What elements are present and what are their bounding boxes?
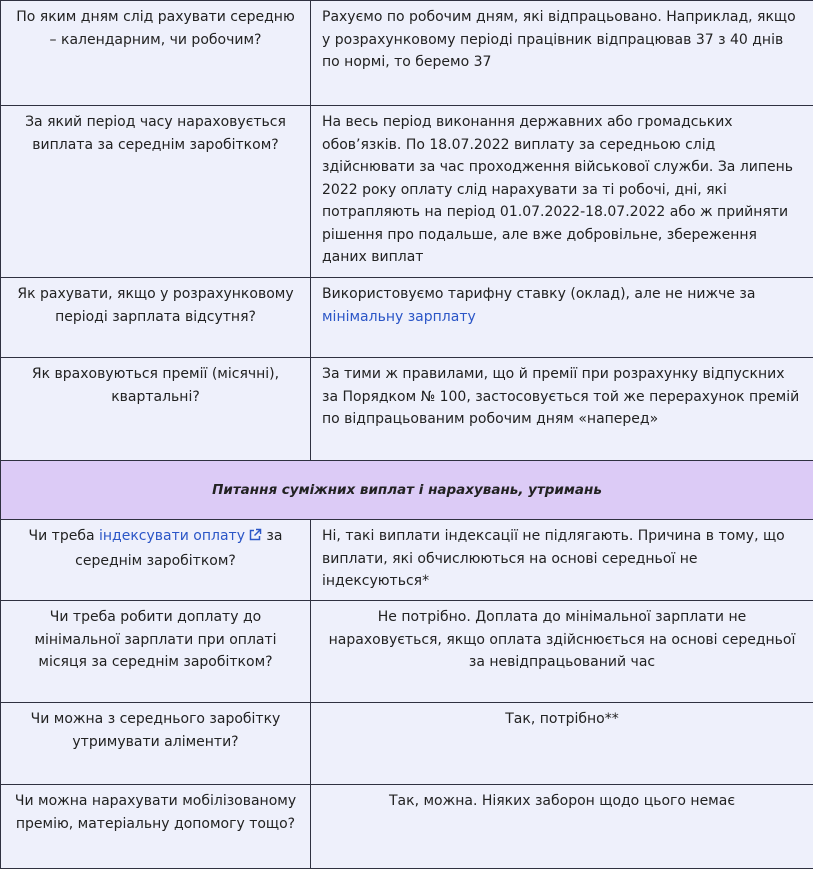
minimum-wage-link[interactable]: мінімальну зарплату [322,309,476,325]
answer-cell [311,358,813,461]
table-row [1,106,813,278]
question-text-suffix: за середнім заробітком? [75,528,282,569]
table-row [1,1,813,106]
answer-cell [311,785,813,869]
table-row [1,601,813,703]
table-row [1,358,813,461]
answer-cell [311,520,813,601]
section-header-row [1,461,813,520]
question-cell [1,278,311,358]
table-row [1,520,813,601]
question-text: Як рахувати, якщо у розрахунковому періоді зарплата відсутня? [17,286,293,325]
question-text: Чи можна нарахувати мобілізованому премію, матеріальну допомогу тощо? [15,793,296,832]
table-row [1,278,813,358]
question-text: Чи треба робити доплату до мінімальної зарплати при оплаті місяця за середнім заробітком? [34,609,276,670]
answer-cell [311,703,813,785]
question-text: За який період часу нараховується виплата за середнім заробітком? [25,114,286,153]
answer-text: Так, можна. Ніяких заборон щодо цього немає [389,793,735,809]
answer-text: На весь період виконання державних або громадських обов’язків. По 18.07.2022 виплату за середньою слід здійснювати за час проходження військової служби. За липень 2022 року оплату слід нарахувати за ті робочі, дні, які потрапляють на період 01.07.2022-18.07.2022 або ж прийняти рішення про подальше, але вже добровільне, збереження даних виплат [322,114,793,265]
question-text: Чи можна з середнього заробітку утримувати аліменти? [31,711,281,750]
question-text: По яким дням слід рахувати середню – календарним, чи робочим? [16,9,294,48]
question-text: Чи треба [29,528,99,544]
answer-text: За тими ж правилами, що й премії при розрахунку відпускних за Порядком № 100, застосовується той же перерахунок премій по відпрацьованим робочим дням «наперед» [322,366,799,427]
answer-text: Не потрібно. Доплата до мінімальної зарплати не нараховується, якщо оплата здійснюється на основі середньої за невідпрацьований час [329,609,796,670]
answer-text: Використовуємо тарифну ставку (оклад), але не нижче за [322,286,755,302]
question-cell [1,106,311,278]
question-cell [1,703,311,785]
question-cell [1,358,311,461]
answer-cell [311,278,813,358]
answer-text: Так, потрібно** [505,711,619,727]
answer-text: Ні, такі виплати індексації не підлягають. Причина в тому, що виплати, які обчислюються на основі середньої не індексуються* [322,528,785,589]
answer-cell [311,106,813,278]
question-cell [1,785,311,869]
question-text: Як враховуються премії (місячні), квартальні? [32,366,279,405]
indexation-link[interactable] [99,528,262,544]
indexation-link-label: індексувати оплату [99,528,245,544]
question-cell [1,601,311,703]
question-cell [1,1,311,106]
section-title: Питання суміжних виплат і нарахувань, утримань [1,461,813,520]
question-cell [1,520,311,601]
table-row [1,703,813,785]
answer-text: Рахуємо по робочим дням, які відпрацьовано. Наприклад, якщо у розрахунковому періоді працівник відпрацював 37 з 40 днів по нормі, то беремо 37 [322,9,796,70]
external-link-icon [248,527,262,550]
answer-cell [311,1,813,106]
answer-cell [311,601,813,703]
table-row [1,785,813,869]
